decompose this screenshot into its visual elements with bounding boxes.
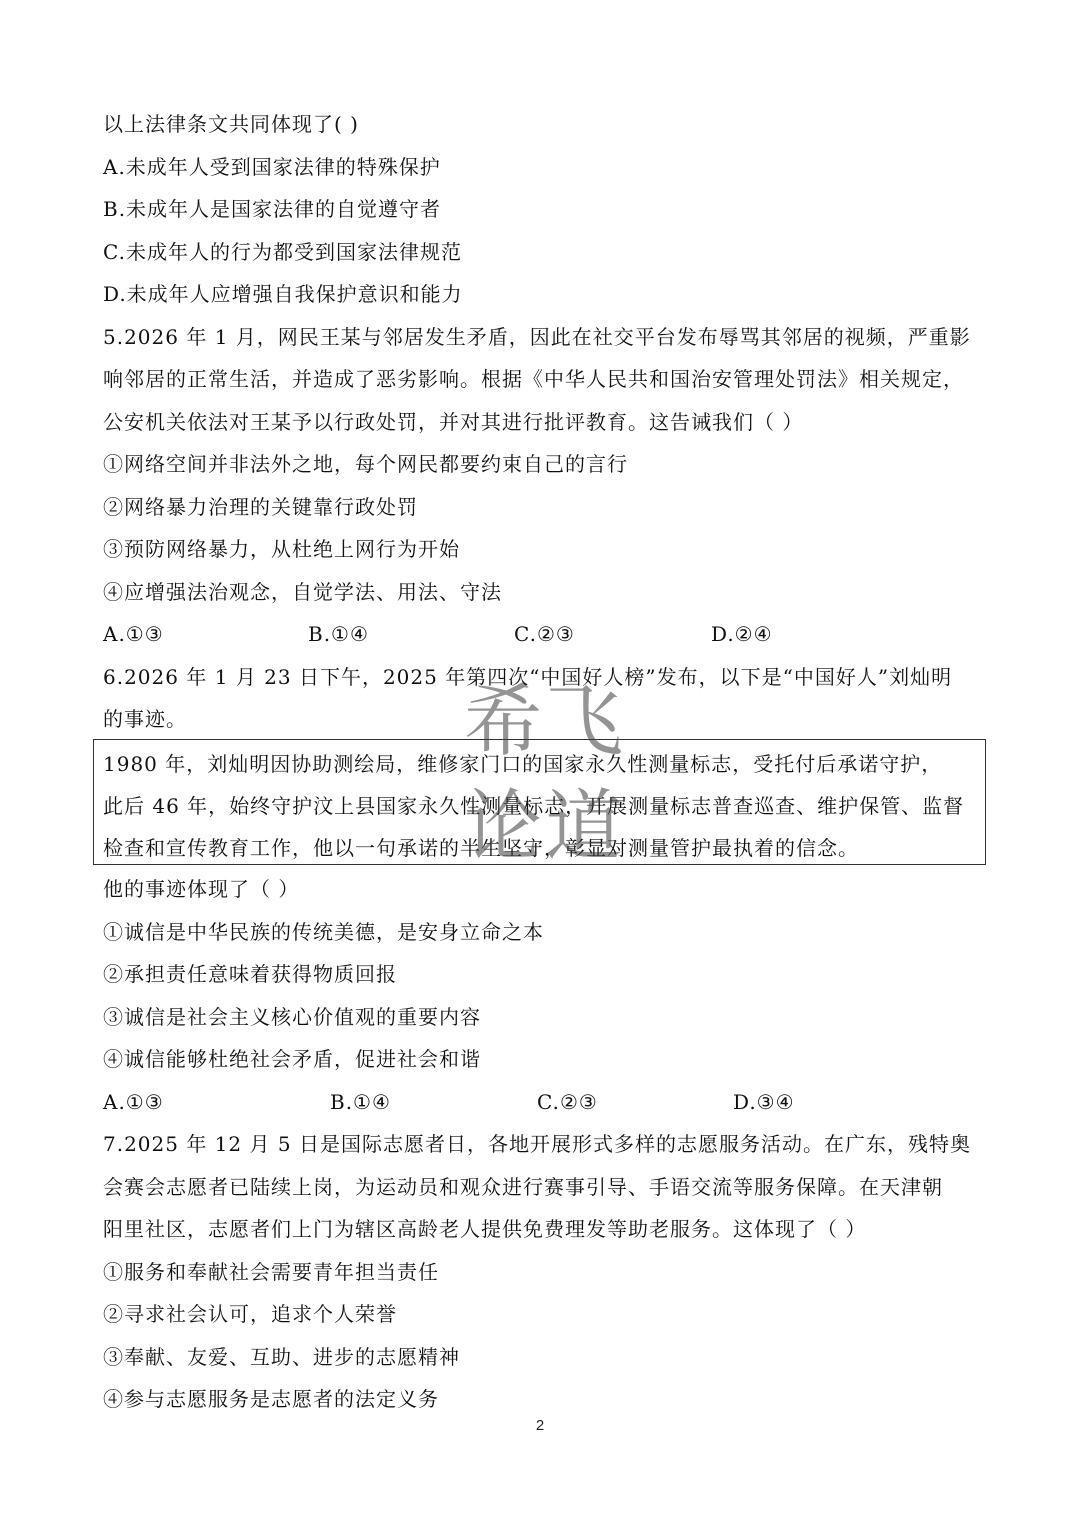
q6-statement-4: ④诚信能够杜绝社会矛盾，促进社会和谐 [103, 1047, 481, 1071]
page-number: 2 [535, 1417, 545, 1434]
q7-stem-line-3: 阳里社区，志愿者们上门为辖区高龄老人提供免费理发等助老服务。这体现了（ ） [103, 1217, 867, 1241]
q6-statement-3: ③诚信是社会主义核心价值观的重要内容 [103, 1005, 481, 1029]
q4-option-a: A.未成年人受到国家法律的特殊保护 [103, 155, 441, 179]
q5-stem-line-1: 5.2026 年 1 月，网民王某与邻居发生矛盾，因此在社交平台发布辱骂其邻居的视频，严重影 [103, 325, 971, 349]
q6-choice-d: D.③④ [733, 1090, 795, 1114]
q5-statement-3: ③预防网络暴力，从杜绝上网行为开始 [103, 537, 460, 561]
q6-choice-a: A.①③ [103, 1090, 164, 1114]
q6-material-box [93, 739, 986, 872]
q7-statement-2: ②寻求社会认可，追求个人荣誉 [103, 1302, 397, 1326]
watermark-char-3: 论 [464, 782, 543, 872]
watermark-char-1: 希 [464, 677, 543, 767]
q5-choice-b: B.①④ [308, 622, 369, 646]
q4-stem: 以上法律条文共同体现了( ) [103, 112, 359, 136]
q4-option-c: C.未成年人的行为都受到国家法律规范 [103, 240, 462, 264]
q6-box-line-1: 1980 年，刘灿明因协助测绘局，维修家门口的国家永久性测量标志，受托付后承诺守护， [103, 752, 943, 776]
q6-statement-2: ②承担责任意味着获得物质回报 [103, 962, 397, 986]
q6-stem-line-2: 的事迹。 [103, 707, 187, 731]
q5-choice-c: C.②③ [514, 622, 575, 646]
q7-statement-4: ④参与志愿服务是志愿者的法定义务 [103, 1387, 439, 1411]
q6-question: 他的事迹体现了（ ） [103, 877, 300, 901]
watermark-char-4: 道 [545, 782, 624, 872]
q5-stem-line-3: 公安机关依法对王某予以行政处罚，并对其进行批评教育。这告诫我们（ ） [103, 410, 804, 434]
q5-choice-a: A.①③ [103, 622, 164, 646]
q5-stem-line-2: 响邻居的正常生活，并造成了恶劣影响。根据《中华人民共和国治安管理处罚法》相关规定， [103, 367, 964, 391]
watermark-char-2: 飞 [545, 677, 624, 767]
q5-statement-1: ①网络空间并非法外之地，每个网民都要约束自己的言行 [103, 452, 628, 476]
q7-statement-1: ①服务和奉献社会需要青年担当责任 [103, 1260, 439, 1284]
q6-statement-1: ①诚信是中华民族的传统美德，是安身立命之本 [103, 920, 544, 944]
q5-statement-4: ④应增强法治观念，自觉学法、用法、守法 [103, 580, 502, 604]
q5-statement-2: ②网络暴力治理的关键靠行政处罚 [103, 495, 418, 519]
q4-option-b: B.未成年人是国家法律的自觉遵守者 [103, 197, 442, 221]
q6-choice-b: B.①④ [330, 1090, 391, 1114]
q6-choice-c: C.②③ [537, 1090, 598, 1114]
q4-option-d: D.未成年人应增强自我保护意识和能力 [103, 282, 463, 306]
q6-box-line-2: 此后 46 年，始终守护汶上县国家永久性测量标志，开展测量标志普查巡查、维护保管、监督 [103, 794, 965, 818]
q6-box-line-3: 检查和宣传教育工作，他以一句承诺的半生坚守，彰显对测量管护最执着的信念。 [103, 836, 859, 860]
q5-choice-d: D.②④ [711, 622, 773, 646]
q7-stem-line-2: 会赛会志愿者已陆续上岗，为运动员和观众进行赛事引导、手语交流等服务保障。在天津朝 [103, 1175, 943, 1199]
q7-statement-3: ③奉献、友爱、互助、进步的志愿精神 [103, 1345, 460, 1369]
q6-stem-line-1: 6.2026 年 1 月 23 日下午，2025 年第四次“中国好人榜”发布，以下是“中国好人”刘灿明 [103, 665, 953, 689]
q7-stem-line-1: 7.2025 年 12 月 5 日是国际志愿者日，各地开展形式多样的志愿服务活动。在广东，残特奥 [103, 1132, 971, 1156]
